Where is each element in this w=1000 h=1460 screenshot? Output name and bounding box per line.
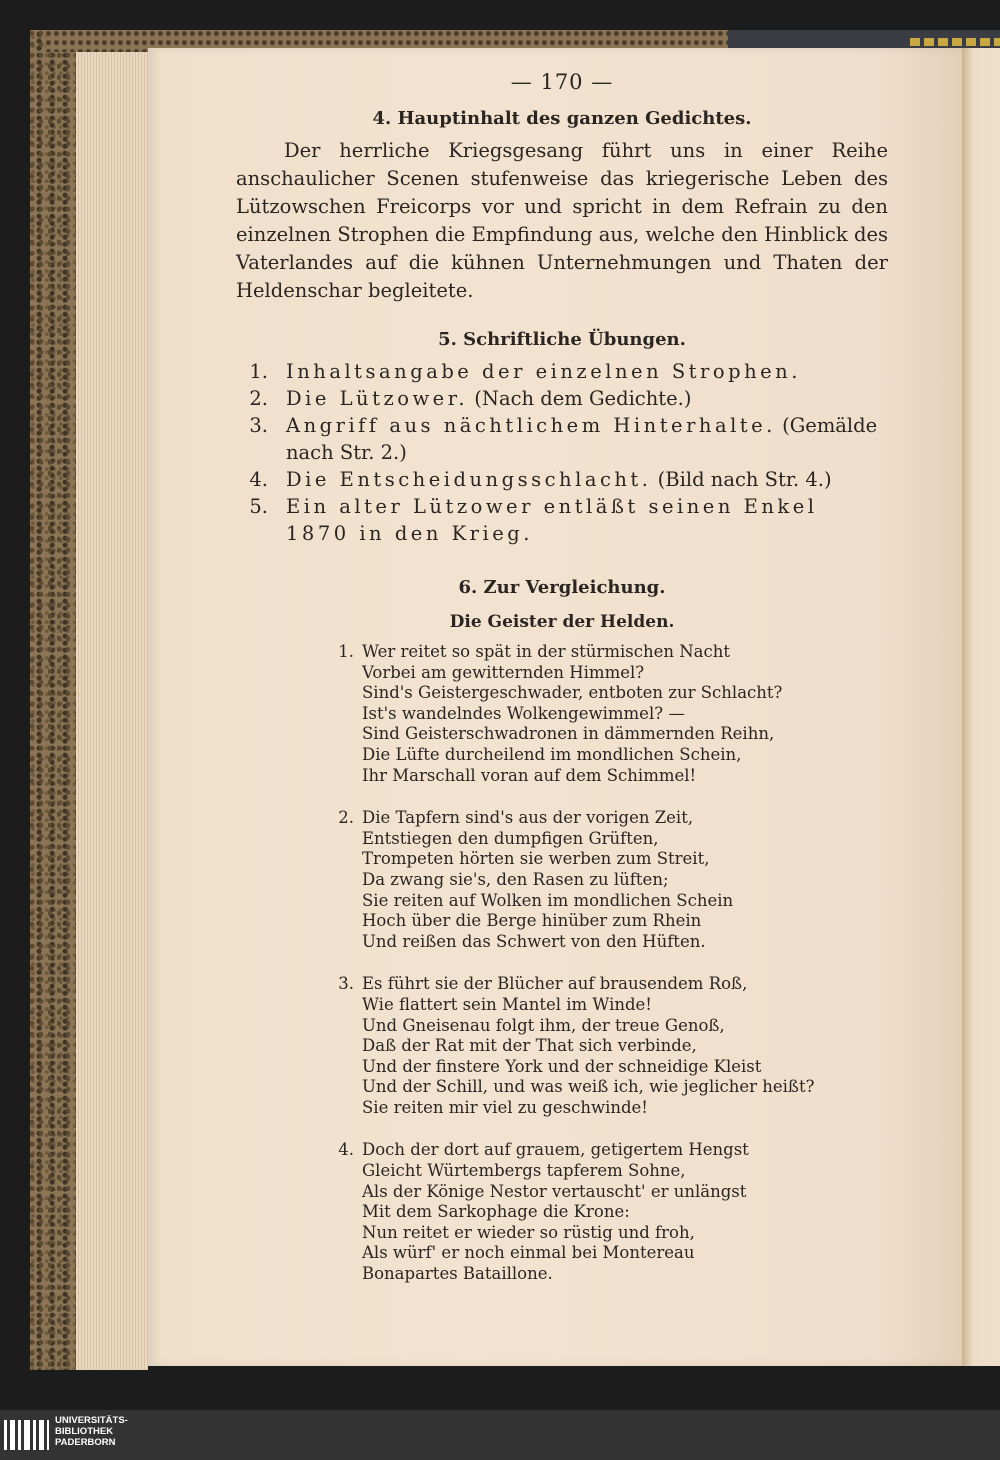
poem-stanza bbox=[236, 808, 888, 952]
exercise-list bbox=[236, 358, 888, 547]
poem-line: Da zwang sie's, den Rasen zu lüften; bbox=[362, 869, 669, 889]
gold-ornament bbox=[910, 38, 1000, 46]
exercise-note: (Nach dem Gedichte.) bbox=[468, 387, 692, 410]
library-footer bbox=[0, 1410, 1000, 1460]
poem-line: Und der finstere York und der schneidige Kleist bbox=[362, 1056, 762, 1076]
poem-title: Die Geister der Helden. bbox=[449, 612, 675, 632]
library-name bbox=[55, 1415, 128, 1448]
poem-line: Wie flattert sein Mantel im Winde! bbox=[362, 994, 652, 1014]
poem-line: Ist's wandelndes Wolkengewimmel? — bbox=[362, 703, 685, 723]
poem-line: Sind Geisterschwadronen in dämmernden Reihn, bbox=[362, 724, 775, 744]
exercise-item bbox=[236, 412, 888, 466]
poem-line: Entstiegen den dumpfigen Grüften, bbox=[362, 828, 659, 848]
stanza-number: 3. bbox=[338, 974, 354, 994]
poem-line: Sind's Geistergeschwader, entboten zur Schlacht? bbox=[362, 683, 783, 703]
stanza-number: 2. bbox=[338, 808, 354, 828]
exercise-item bbox=[236, 385, 888, 412]
section4-text: Der herrliche Kriegsgesang führt uns in einer Reihe anschaulicher Scenen stufenweise das kriegerische Leben des Lützowschen Freicorps vor und spricht in dem Refrain zu den einzelnen Strophen die Empfindung aus, welche den Hinblick des Vaterlandes auf die kühnen Unternehmungen und Thaten der Heldenschar begleitete. bbox=[236, 139, 888, 302]
exercise-title: Ein alter Lützower entläßt seinen Enkel 1870 in den Krieg. bbox=[286, 495, 818, 545]
poem-line: Daß der Rat mit der That sich verbinde, bbox=[362, 1036, 697, 1056]
poem-line: Trompeten hörten sie werben zum Streit, bbox=[362, 849, 710, 869]
page-text bbox=[236, 70, 888, 1307]
poem-line: Sie reiten auf Wolken im mondlichen Schein bbox=[362, 890, 734, 910]
poem-line: Sie reiten mir viel zu geschwinde! bbox=[362, 1097, 648, 1117]
section4-paragraph bbox=[236, 137, 888, 305]
poem-line: Gleicht Würtembergs tapferem Sohne, bbox=[362, 1161, 686, 1181]
exercise-number: 1. bbox=[249, 360, 268, 383]
poem-line: Hoch über die Berge hinüber zum Rhein bbox=[362, 911, 702, 931]
exercise-note: (Gemälde nach Str. 2.) bbox=[286, 414, 878, 464]
poem-line: Die Lüfte durcheilend im mondlichen Schein, bbox=[362, 744, 742, 764]
poem-line: Und Gneisenau folgt ihm, der treue Genoß, bbox=[362, 1015, 725, 1035]
poem-line: Als der Könige Nestor vertauscht' er unlängst bbox=[362, 1181, 747, 1201]
exercise-number: 3. bbox=[249, 414, 268, 437]
exercise-number: 4. bbox=[249, 468, 268, 491]
poem-line: Und reißen das Schwert von den Hüften. bbox=[362, 931, 706, 951]
section5-heading: 5. Schriftliche Übungen. bbox=[438, 329, 686, 350]
poem-line: Mit dem Sarkophage die Krone: bbox=[362, 1202, 630, 1222]
poem-line: Es führt sie der Blücher auf brausendem Roß, bbox=[362, 974, 748, 994]
exercise-item bbox=[236, 466, 888, 493]
poem-line: Bonapartes Bataillone. bbox=[362, 1264, 553, 1284]
poem-line: Ihr Marschall voran auf dem Schimmel! bbox=[362, 765, 697, 785]
page-edges bbox=[76, 52, 148, 1370]
exercise-note: (Bild nach Str. 4.) bbox=[651, 468, 832, 491]
exercise-title: Angriff aus nächtlichem Hinterhalte. bbox=[286, 414, 776, 437]
page-number: — 170 — bbox=[510, 70, 614, 94]
poem-line: Wer reitet so spät in der stürmischen Nacht bbox=[362, 642, 730, 661]
exercise-number: 5. bbox=[249, 495, 268, 518]
poem-stanza bbox=[236, 1140, 888, 1284]
exercise-number: 2. bbox=[249, 387, 268, 410]
poem-line: Nun reitet er wieder so rüstig und froh, bbox=[362, 1222, 695, 1242]
library-name-line: UNIVERSITÄTS- bbox=[55, 1415, 128, 1426]
next-page-edge bbox=[962, 48, 1000, 1366]
library-name-line: BIBLIOTHEK bbox=[55, 1426, 114, 1437]
exercise-title: Die Entscheidungsschlacht. bbox=[286, 468, 652, 491]
exercise-title: Inhaltsangabe der einzelnen Strophen. bbox=[286, 360, 801, 383]
stanza-number: 1. bbox=[338, 642, 354, 661]
library-name-line: PADERBORN bbox=[55, 1437, 116, 1448]
stanza-number: 4. bbox=[338, 1140, 354, 1160]
poem-line: Vorbei am gewitternden Himmel? bbox=[362, 662, 645, 682]
section4-heading: 4. Hauptinhalt des ganzen Gedichtes. bbox=[372, 108, 752, 129]
library-logo-icon bbox=[0, 1414, 52, 1454]
exercise-item bbox=[236, 358, 888, 385]
exercise-title: Die Lützower. bbox=[286, 387, 469, 410]
exercise-item bbox=[236, 493, 888, 547]
poem-line: Als würf' er noch einmal bei Montereau bbox=[362, 1243, 695, 1263]
poem-line: Und der Schill, und was weiß ich, wie jeglicher heißt? bbox=[362, 1077, 815, 1097]
poem-line: Doch der dort auf grauem, getigertem Hengst bbox=[362, 1140, 749, 1160]
section6-heading: 6. Zur Vergleichung. bbox=[458, 577, 666, 598]
poem-line: Die Tapfern sind's aus der vorigen Zeit, bbox=[362, 808, 694, 828]
poem-stanza bbox=[236, 642, 888, 786]
poem-stanza bbox=[236, 974, 888, 1118]
